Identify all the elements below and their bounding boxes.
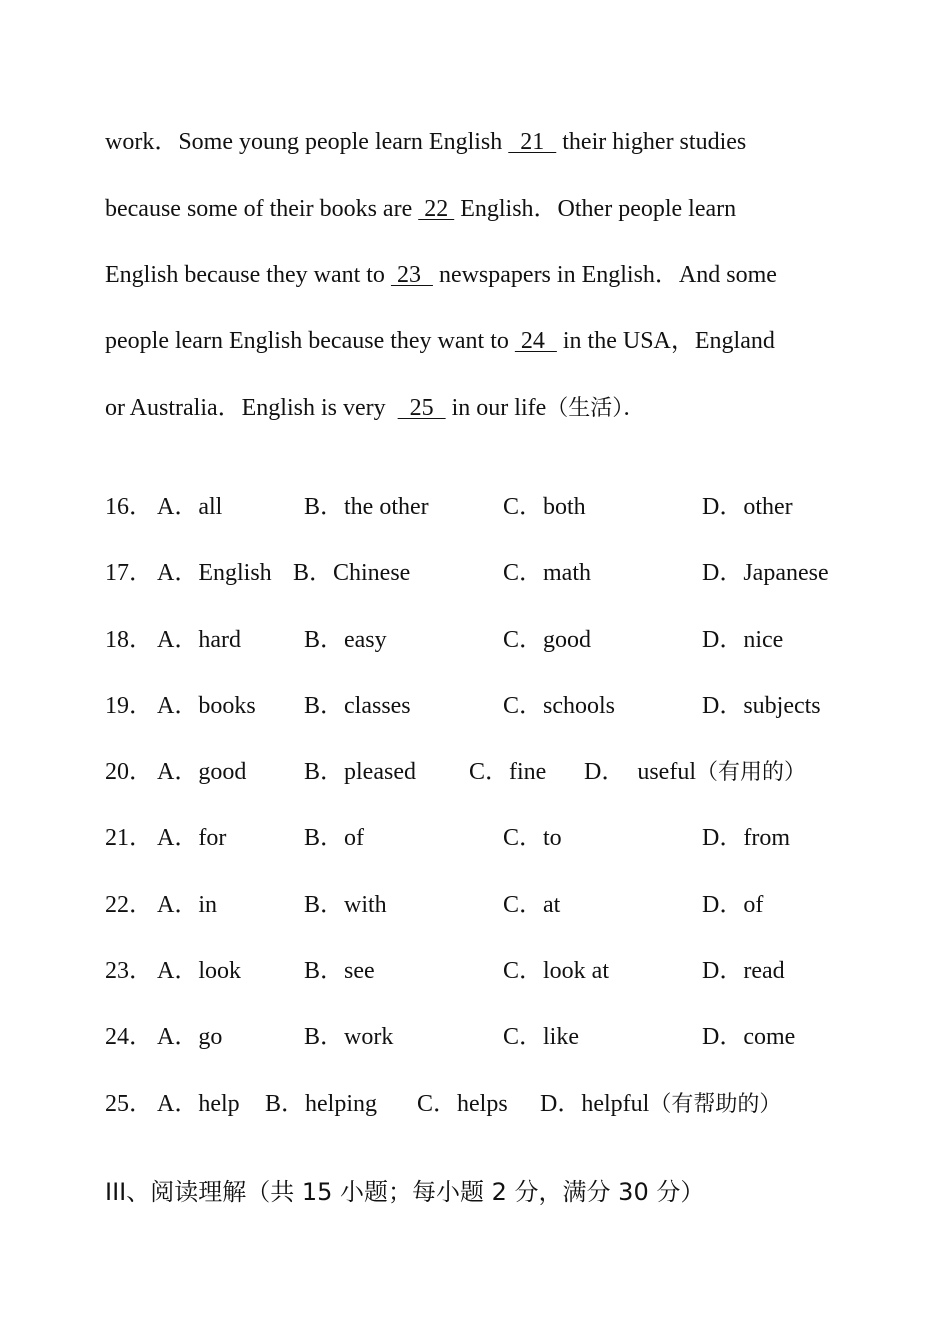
option-d: D．of xyxy=(702,892,764,918)
option-b: B．pleased xyxy=(304,759,416,785)
option-a: A．all xyxy=(157,494,223,520)
passage-text: people learn English because they want to xyxy=(105,328,515,354)
question-21 xyxy=(105,823,865,853)
option-c: C．like xyxy=(503,1024,579,1050)
passage-text: English．Other people learn xyxy=(454,196,737,222)
passage-text: newspapers in English．And some xyxy=(432,262,777,288)
option-d: D．from xyxy=(702,825,790,851)
option-c: C．to xyxy=(503,825,562,851)
option-a: A．books xyxy=(157,693,256,719)
passage-text: because some of their books are xyxy=(105,196,419,222)
option-c: C．both xyxy=(503,494,586,520)
option-c: C．at xyxy=(503,892,561,918)
option-a: A．go xyxy=(157,1024,223,1050)
question-number: 21． xyxy=(105,825,153,851)
option-d-cn: （有用的） xyxy=(695,760,806,785)
option-c: C．look at xyxy=(503,958,609,984)
section-heading: III、阅读理解（共 15 小题；每小题 2 分，满分 30 分） xyxy=(105,1178,705,1206)
option-d xyxy=(584,757,806,788)
question-25 xyxy=(105,1089,865,1119)
option-d-text: D．helpful xyxy=(540,1091,650,1117)
option-a: A．for xyxy=(157,825,227,851)
option-a: A．in xyxy=(157,892,217,918)
option-b: B．classes xyxy=(304,693,411,719)
option-d xyxy=(540,1089,781,1120)
option-d-text: D． useful xyxy=(584,759,696,785)
question-number: 25． xyxy=(105,1091,153,1117)
question-23 xyxy=(105,956,865,986)
question-17 xyxy=(105,558,865,588)
option-a: A．help xyxy=(157,1091,240,1117)
passage-text: in the USA，England xyxy=(556,328,775,354)
blank-25: 25 xyxy=(397,395,446,421)
option-b: B．of xyxy=(304,825,364,851)
question-22 xyxy=(105,890,865,920)
option-c: C．helps xyxy=(417,1091,508,1117)
option-c: C．good xyxy=(503,627,592,653)
passage-text-cn: （生活）． xyxy=(546,396,646,421)
passage-text: work．Some young people learn English xyxy=(105,129,509,155)
option-a: A．hard xyxy=(157,627,241,653)
passage-text: in our life xyxy=(445,395,547,421)
passage-line-1 xyxy=(105,127,746,157)
option-b: B．Chinese xyxy=(293,560,411,586)
option-d: D．nice xyxy=(702,627,784,653)
question-18 xyxy=(105,625,865,655)
question-number: 16． xyxy=(105,494,153,520)
option-b: B．see xyxy=(304,958,375,984)
passage-line-4 xyxy=(105,326,775,356)
option-d: D．Japanese xyxy=(702,560,829,586)
option-c: C．fine xyxy=(469,759,547,785)
blank-21: 21 xyxy=(508,129,557,155)
option-d: D．come xyxy=(702,1024,796,1050)
question-number: 22． xyxy=(105,892,153,918)
question-number: 17． xyxy=(105,560,153,586)
option-c: C．schools xyxy=(503,693,616,719)
option-b: B．helping xyxy=(265,1091,377,1117)
option-d-cn: （有帮助的） xyxy=(649,1092,782,1117)
option-a: A．look xyxy=(157,958,241,984)
passage-line-3 xyxy=(105,260,777,290)
option-d: D．read xyxy=(702,958,785,984)
question-19 xyxy=(105,691,865,721)
option-a: A．good xyxy=(157,759,247,785)
question-number: 23． xyxy=(105,958,153,984)
question-20 xyxy=(105,757,865,787)
option-d: D．other xyxy=(702,494,793,520)
blank-24: 24 xyxy=(514,328,557,354)
passage-line-2 xyxy=(105,194,736,224)
question-number: 19． xyxy=(105,693,153,719)
question-number: 20． xyxy=(105,759,153,785)
option-b: B．with xyxy=(304,892,387,918)
passage-text: English because they want to xyxy=(105,262,391,288)
option-b: B．easy xyxy=(304,627,387,653)
question-24 xyxy=(105,1022,865,1052)
option-d: D．subjects xyxy=(702,693,821,719)
option-b: B．work xyxy=(304,1024,394,1050)
blank-22: 22 xyxy=(418,196,455,222)
question-number: 18． xyxy=(105,627,153,653)
question-number: 24． xyxy=(105,1024,153,1050)
passage-line-5 xyxy=(105,393,645,424)
passage-text: or Australia．English is very xyxy=(105,395,398,421)
question-16 xyxy=(105,492,865,522)
blank-23: 23 xyxy=(390,262,433,288)
option-c: C．math xyxy=(503,560,591,586)
option-b: B．the other xyxy=(304,494,429,520)
option-a: A．English xyxy=(157,560,272,586)
passage-text: their higher studies xyxy=(556,129,747,155)
